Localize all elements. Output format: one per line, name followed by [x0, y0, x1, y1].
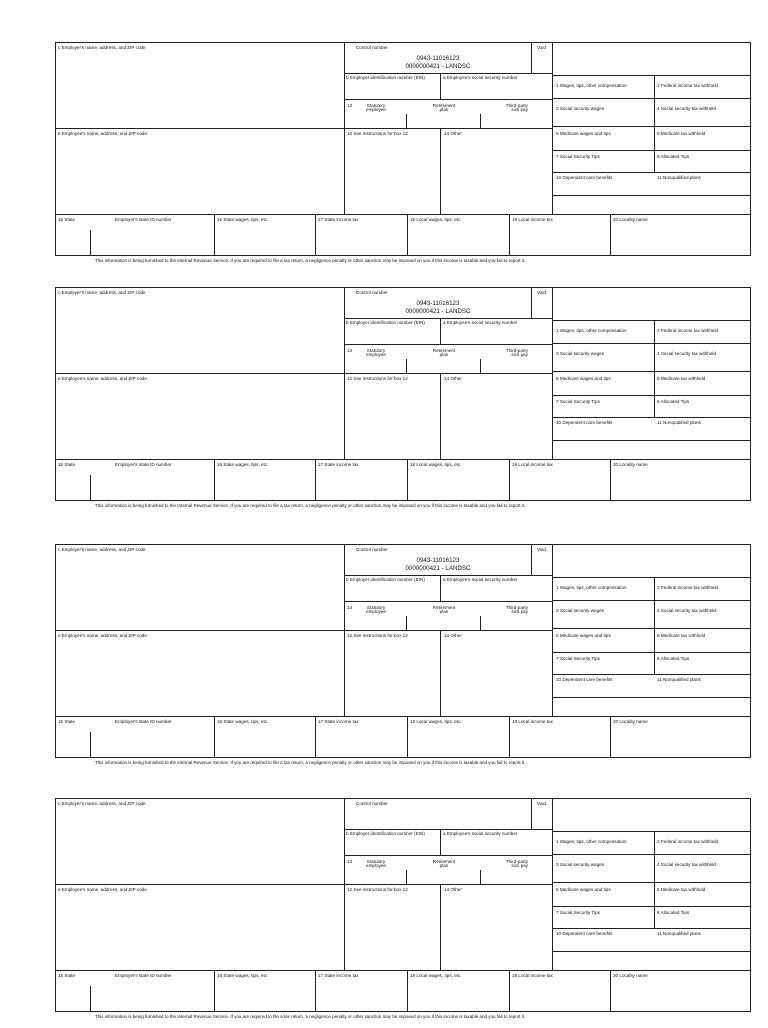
thirdparty-label-2: sick pay	[511, 107, 528, 112]
thirdparty-label: Third-party	[505, 859, 528, 864]
thirdparty-label: Third-party	[505, 103, 528, 108]
box10-label: 10 Dependent care benefits	[556, 931, 613, 936]
box5-label: 5 Medicare wages and tips	[556, 887, 611, 892]
box13-label: 13	[347, 859, 353, 864]
statutory-label: Statutory	[366, 348, 386, 353]
box2-label: 2 Federal income tax withheld	[657, 839, 719, 844]
employee-name-label: e Employee's name, address, and ZIP code	[58, 887, 147, 892]
state-id-label: Employer's state ID number	[115, 973, 172, 978]
box15-label: 15 State	[58, 462, 76, 467]
box4-label: 4 Social security tax withheld	[657, 106, 716, 111]
box1-label: 1 Wages, tips, other compensation	[556, 83, 627, 88]
void-label: Void	[537, 45, 546, 50]
box7-label: 7 Social Security Tips	[556, 910, 600, 915]
box3-label: 3 Social security wages	[556, 106, 605, 111]
ssn-label: a Employee's social security number	[443, 75, 518, 80]
employer-name-label: c Employer's name, address, and ZIP code	[58, 547, 146, 552]
irs-notice: This information is being furnished to the Internal Revenue Service. If you are required to file a tax return, a negligence penalty or other sanction may be imposed on you if this income is taxable and you fail to report it.	[95, 1014, 526, 1019]
box13-label: 13	[347, 605, 353, 610]
control-number-label: Control number	[356, 45, 388, 50]
statutory-label-2: employee	[366, 609, 386, 614]
box10-label: 10 Dependent care benefits	[556, 175, 613, 180]
box6-label: 6 Medicare tax withheld	[657, 887, 706, 892]
box18-label: 18 Local wages, tips, etc.	[410, 462, 462, 467]
ein-label: b Employer identification number (EIN)	[346, 831, 425, 836]
box17-label: 17 State income tax	[318, 973, 359, 978]
box8-label: 8 Allocated Tips	[657, 910, 690, 915]
statutory-label: Statutory	[366, 859, 386, 864]
box5-label: 5 Medicare wages and tips	[556, 376, 611, 381]
thirdparty-label: Third-party	[505, 348, 528, 353]
control-number-value: 0943-11016123	[416, 55, 460, 62]
thirdparty-label-2: sick pay	[511, 609, 528, 614]
box1-label: 1 Wages, tips, other compensation	[556, 328, 627, 333]
box8-label: 8 Allocated Tips	[657, 399, 690, 404]
box5-label: 5 Medicare wages and tips	[556, 633, 611, 638]
box11-label: 11 Nonqualified plans	[657, 175, 701, 180]
retirement-label-2: plan	[439, 609, 449, 614]
state-id-label: Employer's state ID number	[115, 217, 172, 222]
box4-label: 4 Social security tax withheld	[657, 351, 716, 356]
employer-name-label: c Employer's name, address, and ZIP code	[58, 290, 146, 295]
thirdparty-label-2: sick pay	[511, 863, 528, 868]
box20-label: 20 Locality name	[613, 719, 648, 724]
box3-label: 3 Social security wages	[556, 351, 605, 356]
box12-label: 12 See instructions for box 12	[347, 376, 408, 381]
state-id-label: Employer's state ID number	[115, 719, 172, 724]
irs-notice: This information is being furnished to the Internal Revenue Service. If you are required to file a tax return, a negligence penalty or other sanction may be imposed on you if this income is taxable and you fail to report it.	[95, 258, 526, 263]
control-number-code: 0000000421 - LANDSC	[405, 565, 471, 572]
box19-label: 19 Local income tax	[512, 217, 553, 222]
box13-label: 13	[347, 103, 353, 108]
box6-label: 6 Medicare tax withheld	[657, 131, 706, 136]
box19-label: 19 Local income tax	[512, 719, 553, 724]
retirement-label: Retirement	[432, 859, 456, 864]
box6-label: 6 Medicare tax withheld	[657, 633, 706, 638]
irs-notice: This information is being furnished to the Internal Revenue Service. If you are required to file a tax return, a negligence penalty or other sanction may be imposed on you if this income is taxable and you fail to report it.	[95, 503, 526, 508]
control-number-label: Control number	[356, 801, 388, 806]
control-number-value: 0943-11016123	[416, 300, 460, 307]
control-number-label: Control number	[356, 290, 388, 295]
w2-form-1	[0, 40, 768, 272]
box3-label: 3 Social security wages	[556, 608, 605, 613]
box17-label: 17 State income tax	[318, 217, 359, 222]
box10-label: 10 Dependent care benefits	[556, 420, 613, 425]
box11-label: 11 Nonqualified plans	[657, 931, 701, 936]
thirdparty-label: Third-party	[505, 605, 528, 610]
void-label: Void	[537, 290, 546, 295]
statutory-label-2: employee	[366, 863, 386, 868]
w2-form-2	[0, 285, 768, 517]
box19-label: 19 Local income tax	[512, 973, 553, 978]
box11-label: 11 Nonqualified plans	[657, 677, 701, 682]
w2-form-3	[0, 542, 768, 774]
thirdparty-label-2: sick pay	[511, 352, 528, 357]
employer-name-label: c Employer's name, address, and ZIP code	[58, 801, 146, 806]
control-number-value: 0943-11016123	[416, 557, 460, 564]
retirement-label-2: plan	[439, 107, 449, 112]
box14-label: 14 Other	[444, 131, 462, 136]
box20-label: 20 Locality name	[613, 462, 648, 467]
box19-label: 19 Local income tax	[512, 462, 553, 467]
box15-label: 15 State	[58, 217, 76, 222]
box4-label: 4 Social security tax withheld	[657, 608, 716, 613]
retirement-label: Retirement	[432, 103, 456, 108]
box14-label: 14 Other	[444, 887, 462, 892]
box18-label: 18 Local wages, tips, etc.	[410, 973, 462, 978]
box8-label: 8 Allocated Tips	[657, 656, 690, 661]
box12-label: 12 See instructions for box 12	[347, 887, 408, 892]
retirement-label: Retirement	[432, 605, 456, 610]
box10-label: 10 Dependent care benefits	[556, 677, 613, 682]
box1-label: 1 Wages, tips, other compensation	[556, 585, 627, 590]
retirement-label-2: plan	[439, 863, 449, 868]
box8-label: 8 Allocated Tips	[657, 154, 690, 159]
employee-name-label: e Employee's name, address, and ZIP code	[58, 131, 147, 136]
box16-label: 16 State wages, tips, etc.	[217, 719, 269, 724]
ssn-label: a Employee's social security number	[443, 831, 518, 836]
state-id-label: Employer's state ID number	[115, 462, 172, 467]
statutory-label-2: employee	[366, 352, 386, 357]
void-label: Void	[537, 547, 546, 552]
box2-label: 2 Federal income tax withheld	[657, 585, 719, 590]
employee-name-label: e Employee's name, address, and ZIP code	[58, 376, 147, 381]
box13-label: 13	[347, 348, 353, 353]
statutory-label: Statutory	[366, 103, 386, 108]
box16-label: 16 State wages, tips, etc.	[217, 973, 269, 978]
box3-label: 3 Social security wages	[556, 862, 605, 867]
ein-label: b Employer identification number (EIN)	[346, 320, 425, 325]
retirement-label: Retirement	[432, 348, 456, 353]
box11-label: 11 Nonqualified plans	[657, 420, 701, 425]
box14-label: 14 Other	[444, 633, 462, 638]
box7-label: 7 Social Security Tips	[556, 154, 600, 159]
ein-label: b Employer identification number (EIN)	[346, 577, 425, 582]
ssn-label: a Employee's social security number	[443, 320, 518, 325]
control-number-code: 0000000421 - LANDSC	[405, 308, 471, 315]
control-number-label: Control number	[356, 547, 388, 552]
box12-label: 12 See instructions for box 12	[347, 131, 408, 136]
employer-name-label: c Employer's name, address, and ZIP code	[58, 45, 146, 50]
box16-label: 16 State wages, tips, etc.	[217, 217, 269, 222]
ssn-label: a Employee's social security number	[443, 577, 518, 582]
box15-label: 15 State	[58, 973, 76, 978]
employee-name-label: e Employee's name, address, and ZIP code	[58, 633, 147, 638]
box14-label: 14 Other	[444, 376, 462, 381]
box5-label: 5 Medicare wages and tips	[556, 131, 611, 136]
box12-label: 12 See instructions for box 12	[347, 633, 408, 638]
box15-label: 15 State	[58, 719, 76, 724]
box18-label: 18 Local wages, tips, etc.	[410, 719, 462, 724]
ein-label: b Employer identification number (EIN)	[346, 75, 425, 80]
box20-label: 20 Locality name	[613, 217, 648, 222]
box7-label: 7 Social Security Tips	[556, 399, 600, 404]
void-label: Void	[537, 801, 546, 806]
box18-label: 18 Local wages, tips, etc.	[410, 217, 462, 222]
w2-form-4	[0, 796, 768, 1028]
box2-label: 2 Federal income tax withheld	[657, 328, 719, 333]
box17-label: 17 State income tax	[318, 719, 359, 724]
box17-label: 17 State income tax	[318, 462, 359, 467]
retirement-label-2: plan	[439, 352, 449, 357]
box7-label: 7 Social Security Tips	[556, 656, 600, 661]
control-number-code: 0000000421 - LANDSC	[405, 63, 471, 70]
box20-label: 20 Locality name	[613, 973, 648, 978]
statutory-label-2: employee	[366, 107, 386, 112]
box4-label: 4 Social security tax withheld	[657, 862, 716, 867]
box1-label: 1 Wages, tips, other compensation	[556, 839, 627, 844]
statutory-label: Statutory	[366, 605, 386, 610]
box16-label: 16 State wages, tips, etc.	[217, 462, 269, 467]
box2-label: 2 Federal income tax withheld	[657, 83, 719, 88]
box6-label: 6 Medicare tax withheld	[657, 376, 706, 381]
irs-notice: This information is being furnished to the Internal Revenue Service. If you are required to file a tax return, a negligence penalty or other sanction may be imposed on you if this income is taxable and you fail to report it.	[95, 760, 526, 765]
